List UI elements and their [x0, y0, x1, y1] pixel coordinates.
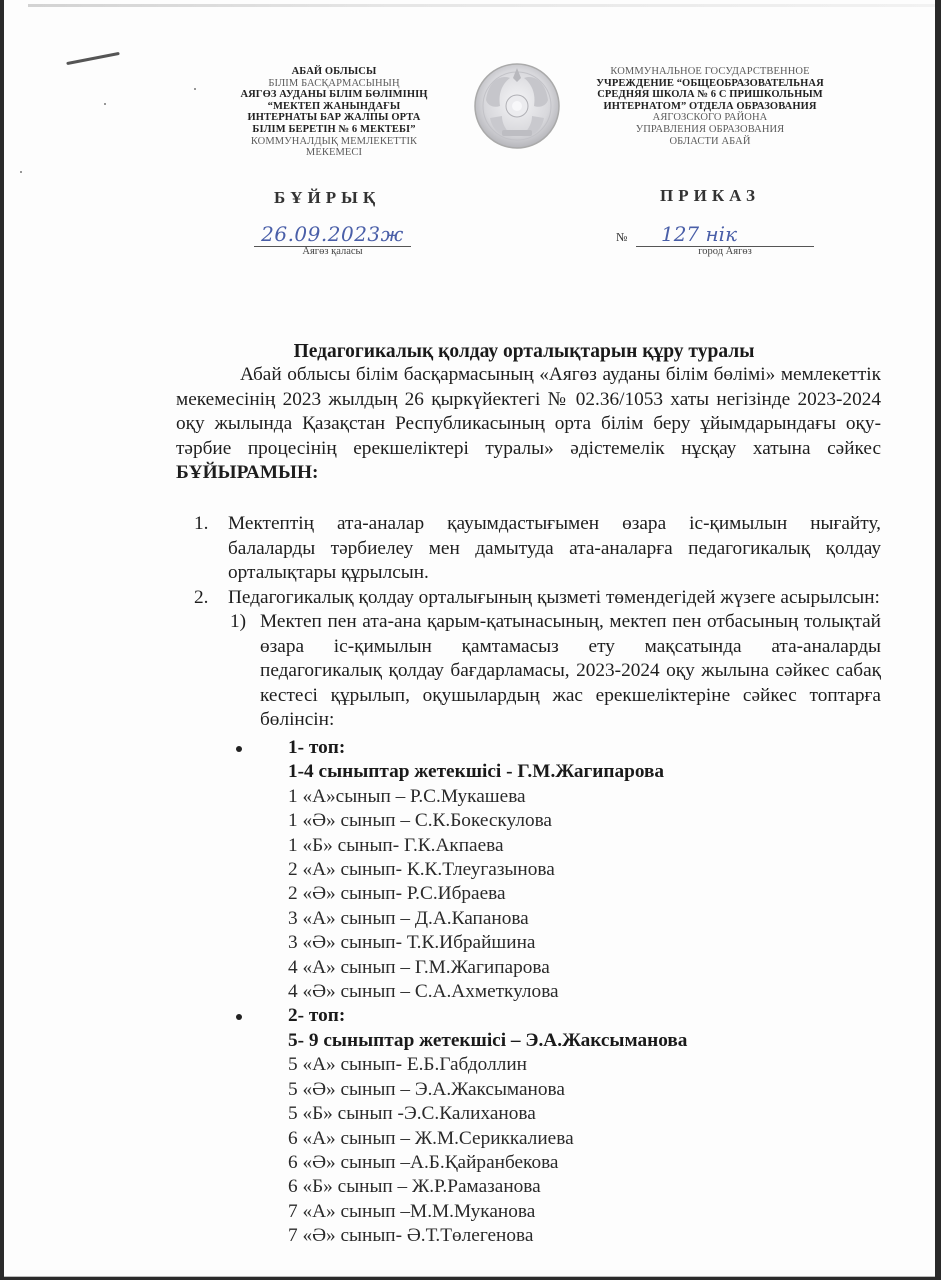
header-line: КОММУНАЛДЫҚ МЕМЛЕКЕТТІК: [250, 135, 418, 147]
list-item: [176, 586, 881, 611]
class-teacher-row: 7 «Ә» сынып- Ә.Т.Төлегенова: [288, 1225, 534, 1247]
class-teacher-row: 6 «Ә» сынып –А.Б.Қайранбекова: [288, 1151, 559, 1173]
order-number: 127 нік: [660, 222, 738, 246]
header-line: ОБЛАСТИ АБАЙ: [669, 135, 751, 147]
order-title-kazakh: БҰЙРЫҚ: [274, 188, 381, 207]
class-teacher-row: 4 «А» сынып – Г.М.Жагипарова: [288, 956, 550, 978]
header-line: УЧРЕЖДЕНИЕ “ОБЩЕОБРАЗОВАТЕЛЬНАЯ: [596, 77, 824, 89]
bullet-icon: [236, 1014, 242, 1020]
sub-item-number: 1): [230, 611, 247, 632]
preamble-text: Абай облысы білім басқармасының «Аягөз ауданы білім бөлімі» мемлекеттік мекемесінің 2023 жылдың 26 қыркүйектегі № 02.36/1053 хаты негізінде 2023-2024 оқу жылында Қазақстан Республикасының орта білім беру ұйымдарындағы оқу-тәрбие процесінің ерекшеліктері туралы» әдістемелік нұсқау хатына сәйкес: [176, 364, 881, 459]
class-teacher-row: 5 «Ә» сынып – Э.А.Жаксыманова: [288, 1078, 565, 1100]
scan-speck: [104, 103, 106, 105]
sub-list-item: [230, 610, 881, 733]
group-item: [232, 736, 832, 1004]
header-line: БІЛІМ БАСҚАРМАСЫНЫҢ: [268, 77, 400, 89]
group-item: [232, 1004, 832, 1248]
class-teacher-row: 3 «Ә» сынып- Т.К.Ибрайшина: [288, 932, 536, 954]
group-name: 1- топ:: [288, 737, 346, 758]
list-item-text: Педагогикалық қолдау орталығының қызметі төмендегідей жүзеге асырылсын:: [228, 586, 880, 608]
order-title-russian: ПРИКАЗ: [660, 186, 760, 205]
list-item: [176, 512, 881, 586]
header-line: ИНТЕРНАТЫ БАР ЖАЛПЫ ОРТА: [247, 112, 421, 124]
scan-streak: [28, 4, 935, 7]
sub-item-text: Мектеп пен ата-ана қарым-қатынасының, мектеп пен отбасының толықтай өзара іс-қимылын қамтамасыз ету мақсатында ата-аналарды педагогикалық қолдау бағдарламасы, 2023-2024 оқу жылына сәйкес сабақ кестесі құрылып, оқушылардың жас ерекшеліктеріне сәйкес топтарға бөлінсін:: [260, 611, 881, 731]
header-line: СРЕДНЯЯ ШКОЛА № 6 С ПРИШКОЛЬНЫМ: [597, 89, 823, 101]
place-russian: город Аягөз: [698, 246, 752, 257]
class-teacher-row: 1 «Ә» сынып – С.К.Бокескулова: [288, 810, 552, 832]
header-line: КОММУНАЛЬНОЕ ГОСУДАРСТВЕННОЕ: [610, 66, 810, 77]
group-leader: 5- 9 сыныптар жетекшісі – Э.А.Жаксыманова: [288, 1029, 688, 1051]
header-russian: [579, 66, 841, 147]
header-line: БІЛІМ БЕРЕТІН № 6 МЕКТЕБІ”: [252, 123, 416, 135]
class-teacher-row: 7 «А» сынып –М.М.Муканова: [288, 1200, 536, 1222]
header-line: АЯГОЗСКОГО РАЙОНА: [652, 112, 768, 124]
numbered-list: [176, 512, 881, 610]
header-line: МЕКЕМЕСІ: [305, 147, 363, 159]
order-word: БҰЙЫРАМЫН:: [176, 462, 319, 484]
class-teacher-row: 6 «Б» сынып – Ж.Р.Рамазанова: [288, 1176, 541, 1198]
list-item-number: 2.: [194, 586, 209, 608]
groups-list: [232, 736, 832, 1249]
class-teacher-row: 2 «Ә» сынып- Р.С.Ибраева: [288, 883, 506, 905]
class-teacher-row: 2 «А» сынып- К.К.Тлеугазынова: [288, 859, 555, 881]
group-leader: 1-4 сыныптар жетекшісі - Г.М.Жагипарова: [288, 761, 665, 783]
preamble-paragraph: [176, 363, 881, 486]
header-line: АЯГӨЗ АУДАНЫ БІЛІМ БӨЛІМІНІҢ: [240, 89, 428, 101]
state-emblem-icon: [472, 60, 562, 156]
group-name: 2- топ:: [288, 1005, 346, 1027]
order-date: 26.09.2023ж: [261, 222, 404, 246]
list-item-text: Мектептің ата-аналар қауымдастығымен өзара іс-қимылын нығайту, балаларды тәрбиелеу мен дамытуда ата-аналарға педагогикалық қолдау орталықтары құрылсын.: [228, 513, 881, 584]
class-teacher-row: 5 «Б» сынып -Э.С.Калиханова: [288, 1103, 536, 1125]
scan-speck: [194, 88, 196, 90]
order-date-field: [254, 224, 411, 247]
header-line: ИНТЕРНАТОМ” ОТДЕЛА ОБРАЗОВАНИЯ: [603, 100, 817, 112]
scanned-page: [4, 0, 935, 1277]
list-item-number: 1.: [194, 513, 209, 534]
class-teacher-row: 5 «А» сынып- Е.Б.Габдоллин: [288, 1054, 527, 1076]
header-line: “МЕКТЕП ЖАНЫНДАҒЫ: [267, 100, 401, 112]
number-sign: №: [616, 230, 628, 244]
header-kazakh: [209, 66, 459, 159]
class-teacher-row: 1 «Б» сынып- Г.К.Акпаева: [288, 834, 504, 856]
header-line: АБАЙ ОБЛЫСЫ: [291, 66, 377, 77]
order-number-field: [636, 224, 814, 247]
place-kazakh: Аягөз қаласы: [302, 246, 363, 257]
class-teacher-row: 1 «А»сынып – Р.С.Мукашева: [288, 785, 526, 807]
class-teacher-row: 6 «А» сынып – Ж.М.Сериккалиева: [288, 1127, 574, 1149]
pen-mark: [66, 52, 120, 65]
bullet-icon: [236, 746, 242, 752]
header-line: УПРАВЛЕНИЯ ОБРАЗОВАНИЯ: [635, 123, 785, 135]
class-teacher-row: 3 «А» сынып – Д.А.Капанова: [288, 907, 529, 929]
class-teacher-row: 4 «Ә» сынып – С.А.Ахметкулова: [288, 981, 559, 1003]
scan-speck: [20, 171, 22, 173]
document-title: Педагогикалық қолдау орталықтарын құру туралы: [293, 341, 755, 362]
